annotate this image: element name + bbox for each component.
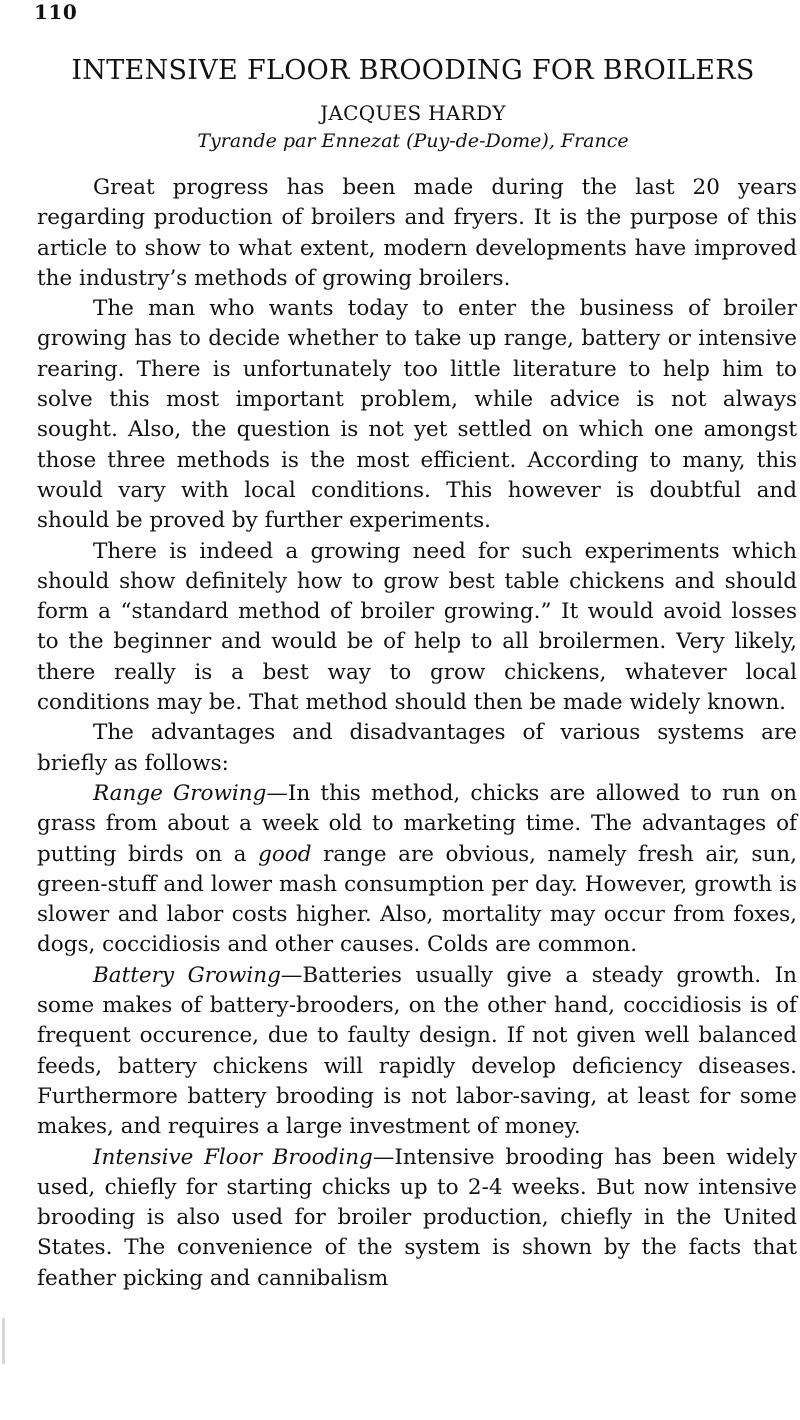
paragraph-range-growing	[37, 779, 797, 961]
paragraph-experiments: There is indeed a growing need for such experiments which should show definitely how to grow best table chickens and should form a “standard method of broiler growing.” It would avoid losses to the beginner and would be of help to all broilermen. Very likely, there really is a best way to grow chickens, whatever local conditions may be. That method should then be made widely known.	[37, 538, 797, 716]
battery-growing-text: —Batteries usually give a steady growth. In some makes of battery-brooders, on the other hand, coccidiosis is of frequent occurence, due to faulty design. If not given well balanced feeds, battery chickens will rapidly develop deficiency diseases. Furthermore battery brooding is not labor-saving, at least for some makes, and requires a large investment of money.	[37, 962, 797, 1140]
scan-margin-mark	[2, 1318, 5, 1364]
author-name: JACQUES HARDY	[320, 101, 506, 125]
author-affiliation: Tyrande par Ennezat (Puy-de-Dome), France	[197, 130, 629, 152]
article-body	[37, 173, 797, 1294]
intensive-floor-brooding-text: —Intensive brooding has been widely used, chiefly for starting chicks up to 2-4 weeks. But now intensive brooding is also used for broiler production, chiefly in the United States. The convenience of the system is shown by the facts that feather picking and cannibalism	[37, 1144, 797, 1291]
page-number: 110	[34, 0, 78, 24]
paragraph-advantages: The advantages and disadvantages of various systems are briefly as follows:	[37, 720, 797, 776]
emphasis-good: good	[258, 841, 312, 867]
article-title: INTENSIVE FLOOR BROODING FOR BROILERS	[71, 55, 755, 86]
range-growing-text-a: —In this method, chicks are allowed to run on grass from about a week old to marketing time. The advantages of putting birds on a	[37, 780, 797, 867]
paragraph-battery-growing	[37, 961, 797, 1143]
section-heading-intensive-floor-brooding: Intensive Floor Brooding	[93, 1144, 373, 1170]
paragraph-intensive-floor-brooding	[37, 1143, 797, 1294]
range-growing-text-b: range are obvious, namely fresh air, sun, green-stuff and lower mash consumption per day. However, growth is slower and labor costs higher. Also, mortality may occur from foxes, dogs, coccidiosis and other causes. Colds are common.	[37, 841, 797, 958]
section-heading-battery-growing: Battery Growing	[93, 962, 281, 988]
section-heading-range-growing: Range Growing	[93, 780, 267, 806]
paragraph-intro: Great progress has been made during the last 20 years regarding production of broilers and fryers. It is the purpose of this article to show to what extent, modern developments have improved the industry’s methods of growing broilers.	[37, 175, 797, 291]
paragraph-choice: The man who wants today to enter the business of broiler growing has to decide whether to take up range, battery or intensive rearing. There is unfortunately too little literature to help him to solve this most important problem, while advice is not always sought. Also, the question is not yet settled on which one amongst those three methods is the most efficient. According to many, this would vary with local conditions. This however is doubtful and should be proved by further experiments.	[37, 296, 797, 534]
